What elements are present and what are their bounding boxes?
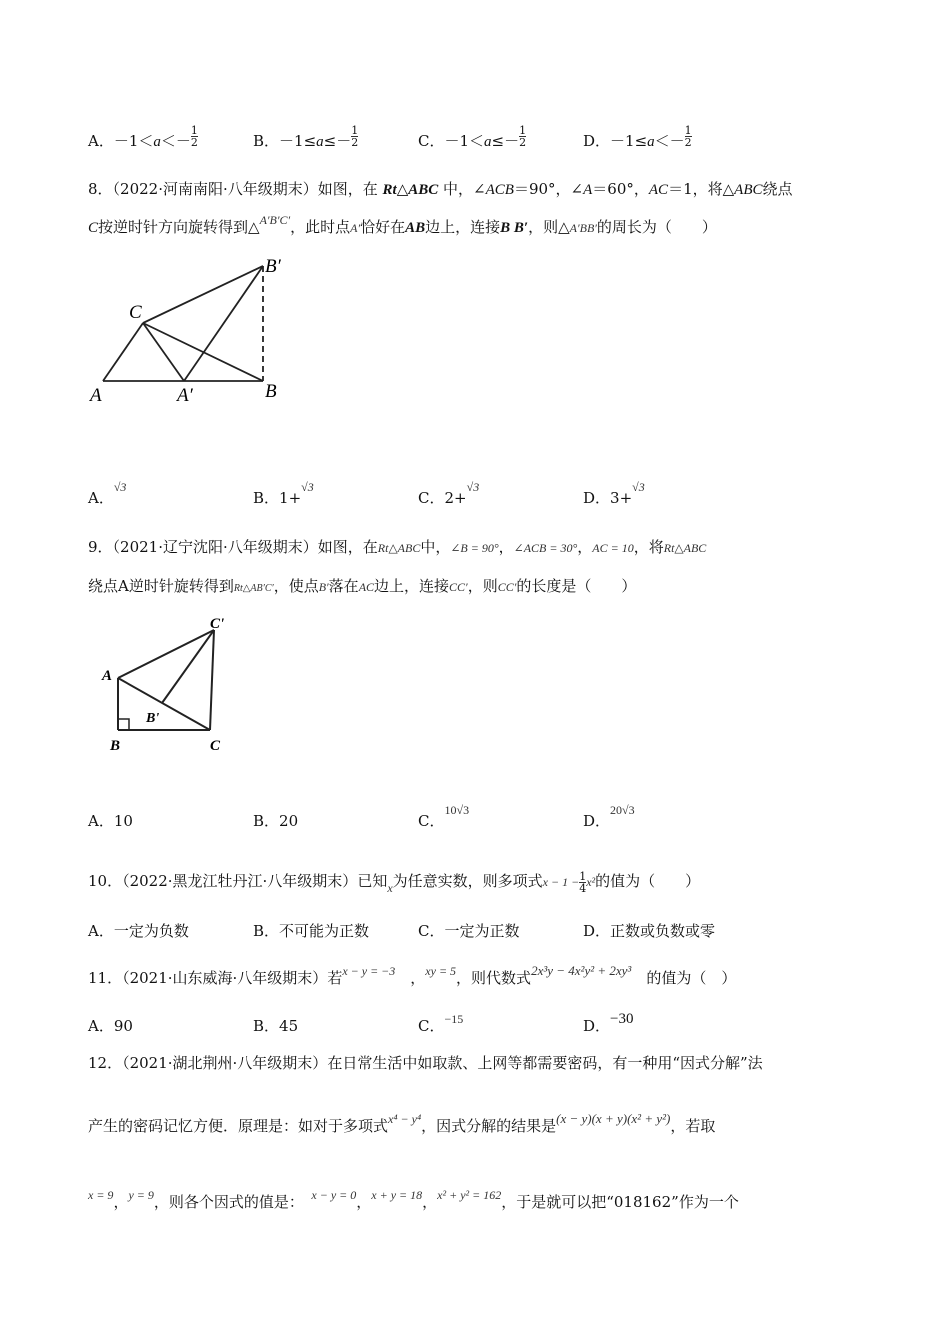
q8-option-a[interactable]: A．$^{√3}$ bbox=[88, 480, 127, 507]
segment-c1c bbox=[210, 630, 214, 730]
q11-option-c[interactable]: C．$^{-15}$ bbox=[418, 1012, 464, 1035]
label-a-prime: A′ bbox=[177, 385, 193, 406]
fraction: $\frac{1}{2}$ bbox=[519, 123, 527, 149]
q9-option-d[interactable]: D．$^{20√3}$ bbox=[583, 803, 635, 830]
q12-stem-line2: 产生的密码记忆方便．原理是：如对于多项式$^{x^4 - y^4}$，因式分解的结果是(x − y)(x + y)(x² + y²)，若取 bbox=[88, 1111, 716, 1135]
q7-option-d[interactable]: D．－1≤a＜－ $\frac{1}{2}$ bbox=[583, 123, 692, 150]
q7-option-c[interactable]: C．－1＜a≤－ $\frac{1}{2}$ bbox=[418, 123, 527, 150]
q11-option-a[interactable]: A．90 bbox=[88, 1017, 133, 1035]
q10-option-a[interactable]: A．一定为负数 bbox=[88, 922, 189, 940]
q10-option-d[interactable]: D．正数或负数或零 bbox=[583, 922, 716, 940]
q10-option-b[interactable]: B．不可能为正数 bbox=[253, 922, 370, 940]
segment-ac bbox=[118, 678, 210, 730]
label-a: A bbox=[102, 668, 113, 684]
label-c-prime: C' bbox=[210, 616, 225, 632]
q7-option-b[interactable]: B．－1≤a≤－ $\frac{1}{2}$ bbox=[253, 123, 359, 150]
q9-stem-line2: 绕点A逆时针旋转得到Rt△AB′C′，使点B′落在AC边上，连接CC′，则CC′的长度是（ ） bbox=[88, 577, 637, 595]
q8-figure bbox=[85, 250, 295, 410]
q8-option-c[interactable]: C．2+$^{√3}$ bbox=[418, 480, 480, 507]
q12-stem-line3: $^{x = 9}$，$^{y = 9}$，则各个因式的值是： $^{x - y = 0}$，$^{x + y = 18}$，$^{x^2 + y^2 = 162}$，于是就可以把“018162”作为一个 bbox=[88, 1188, 739, 1211]
q11-option-d[interactable]: D．−30 bbox=[583, 1011, 634, 1035]
q9-stem-line1: 9．（2021·辽宁沈阳·八年级期末）如图，在Rt△ABC中，∠B = 90°，∠ACB = 30°，AC = 10，将Rt△ABC bbox=[88, 538, 707, 556]
segment-ca1 bbox=[143, 323, 184, 381]
q9-figure bbox=[98, 610, 248, 760]
label-b: B bbox=[110, 738, 121, 754]
q10-option-c[interactable]: C．一定为正数 bbox=[418, 922, 520, 940]
q8-stem-line1: 8．（2022·河南南阳·八年级期末）如图，在 Rt△ABC 中，∠ACB＝90°，∠A＝60°，AC＝1，将△ABC绕点 bbox=[88, 180, 793, 198]
q8-option-d[interactable]: D．3+$^{√3}$ bbox=[583, 480, 645, 507]
label-c: C bbox=[129, 302, 142, 323]
q12-stem-line1: 12．（2021·湖北荆州·八年级期末）在日常生活中如取款、上网等都需要密码，有一种用“因式分解”法 bbox=[88, 1054, 763, 1072]
q11-stem: 11．（2021·山东威海·八年级期末）若$^{x - y = -3}$ ，$^{xy = 5}$，则代数式2x³y − 4x²y² + 2xy³ 的值为（ ） bbox=[88, 963, 737, 987]
segment-b1c1 bbox=[162, 630, 214, 703]
q8-stem-line2: C按逆时针方向旋转得到△$^{A'B'C'}$，此时点A′恰好在AB边上，连接B B′，则△A′BB′的周长为（ ） bbox=[88, 213, 717, 236]
q11-option-b[interactable]: B．45 bbox=[253, 1017, 299, 1035]
segment-cb1 bbox=[143, 266, 263, 323]
segment-ac1 bbox=[118, 630, 214, 678]
segment-a1b1 bbox=[184, 266, 263, 381]
q10-stem: 10．（2022·黑龙江牡丹江·八年级期末）已知$_x$为任意实数，则多项式x − 1 − $\frac{1}{4}$ x²的值为（ ） bbox=[88, 869, 701, 895]
right-angle-mark bbox=[118, 719, 129, 730]
q9-option-c[interactable]: C．$^{10√3}$ bbox=[418, 803, 470, 830]
fraction: $\frac{1}{2}$ bbox=[684, 123, 692, 149]
q9-option-b[interactable]: B．20 bbox=[253, 812, 299, 830]
fraction: $\frac{1}{2}$ bbox=[351, 123, 359, 149]
q9-option-a[interactable]: A．10 bbox=[88, 812, 133, 830]
q7-option-a[interactable]: A．－1＜a＜－ $\frac{1}{2}$ bbox=[88, 123, 198, 150]
fraction: $\frac{1}{4}$ bbox=[579, 869, 587, 895]
label-b-prime: B′ bbox=[265, 256, 281, 277]
label-b: B bbox=[265, 381, 277, 402]
label-a: A bbox=[90, 385, 102, 406]
label-b-prime: B' bbox=[146, 711, 160, 726]
label-c: C bbox=[210, 738, 221, 754]
segment-ac bbox=[103, 323, 143, 381]
fraction: $\frac{1}{2}$ bbox=[190, 123, 198, 149]
q8-option-b[interactable]: B．1+$^{√3}$ bbox=[253, 480, 314, 507]
